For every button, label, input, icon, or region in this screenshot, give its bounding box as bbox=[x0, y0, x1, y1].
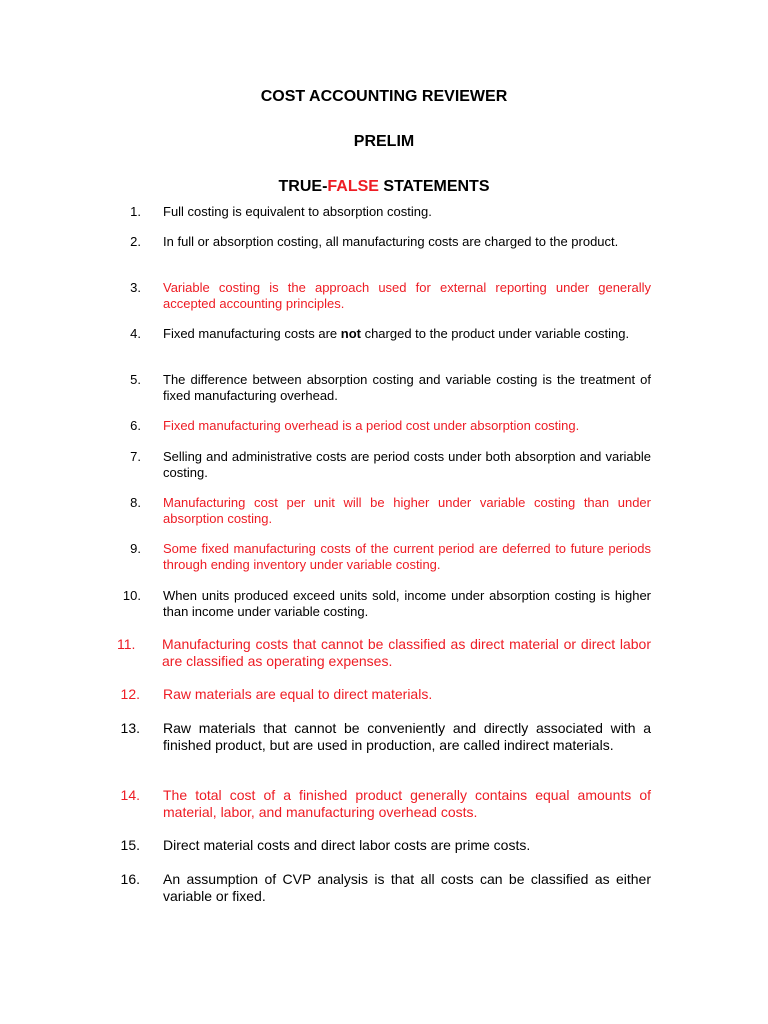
statement-number: 10. bbox=[122, 588, 141, 603]
statement-text: Manufacturing costs that cannot be classified as direct material or direct labor are classified as operating expenses. bbox=[162, 636, 651, 669]
statement-6 bbox=[117, 418, 651, 434]
statement-number: 8. bbox=[130, 495, 141, 510]
statement-text: In full or absorption costing, all manufacturing costs are charged to the product. bbox=[163, 234, 619, 249]
statement-number: 13. bbox=[120, 720, 140, 736]
statement-2 bbox=[117, 234, 651, 250]
statement-12 bbox=[117, 686, 651, 703]
heading-prefix: TRUE- bbox=[278, 178, 328, 195]
statement-15 bbox=[117, 837, 651, 854]
statement-number: 6. bbox=[130, 418, 141, 433]
statement-number: 1. bbox=[130, 204, 141, 219]
statement-text: Raw materials that cannot be conveniently and directly associated with a finished product, but are used in production, are called indirect materials. bbox=[163, 720, 651, 753]
statement-text bbox=[163, 326, 651, 342]
statement-4 bbox=[117, 326, 651, 342]
statement-text: Selling and administrative costs are period costs under both absorption and variable costing. bbox=[163, 449, 651, 480]
statement-number: 2. bbox=[130, 234, 141, 249]
statement-number: 7. bbox=[130, 449, 141, 464]
statement-14 bbox=[117, 787, 651, 821]
statement-7 bbox=[117, 449, 651, 481]
statement-number: 5. bbox=[130, 372, 141, 387]
statement-number: 4. bbox=[130, 326, 141, 341]
statement-10 bbox=[117, 588, 651, 620]
statement-text: An assumption of CVP analysis is that all costs can be classified as either variable or fixed. bbox=[163, 871, 651, 904]
statement-number: 11. bbox=[117, 636, 136, 652]
statement-text-start: Fixed manufacturing costs are bbox=[163, 326, 341, 341]
statement-text: The difference between absorption costing and variable costing is the treatment of fixed manufacturing overhead. bbox=[163, 372, 651, 403]
statement-16 bbox=[117, 871, 651, 905]
statement-number: 16. bbox=[120, 871, 140, 887]
statement-text: Variable costing is the approach used for external reporting under generally accepted accounting principles. bbox=[163, 280, 651, 311]
statement-number: 3. bbox=[130, 280, 141, 295]
statement-text: When units produced exceed units sold, income under absorption costing is higher than income under variable costing. bbox=[163, 588, 651, 619]
statement-number: 12. bbox=[120, 686, 140, 702]
statement-text: Raw materials are equal to direct materials. bbox=[163, 686, 433, 702]
statement-11 bbox=[117, 636, 651, 670]
emphasis-not: not bbox=[340, 326, 361, 341]
statement-3 bbox=[117, 280, 651, 312]
heading-false-word: FALSE bbox=[327, 178, 379, 195]
heading-suffix: STATEMENTS bbox=[378, 178, 490, 195]
document-title: COST ACCOUNTING REVIEWER bbox=[260, 88, 508, 105]
statement-number: 14. bbox=[120, 787, 140, 803]
statement-text: Direct material costs and direct labor costs are prime costs. bbox=[163, 837, 531, 853]
statement-8 bbox=[117, 495, 651, 527]
statement-text: The total cost of a finished product generally contains equal amounts of material, labor, and manufacturing overhead costs. bbox=[163, 787, 651, 820]
statement-text: Manufacturing cost per unit will be higher under variable costing than under absorption costing. bbox=[163, 495, 651, 526]
statement-13 bbox=[117, 720, 651, 754]
document-subtitle: PRELIM bbox=[353, 133, 415, 150]
section-heading bbox=[0, 177, 768, 197]
statement-1 bbox=[117, 204, 651, 220]
statement-text-end: charged to the product under variable costing. bbox=[360, 326, 630, 341]
statement-number: 15. bbox=[120, 837, 140, 853]
statement-number: 9. bbox=[130, 541, 141, 556]
statement-text: Full costing is equivalent to absorption costing. bbox=[163, 204, 432, 219]
statement-5 bbox=[117, 372, 651, 404]
statement-9 bbox=[117, 541, 651, 573]
statement-text: Some fixed manufacturing costs of the current period are deferred to future periods through ending inventory under variable costing. bbox=[163, 541, 651, 572]
statement-text: Fixed manufacturing overhead is a period cost under absorption costing. bbox=[163, 418, 580, 433]
